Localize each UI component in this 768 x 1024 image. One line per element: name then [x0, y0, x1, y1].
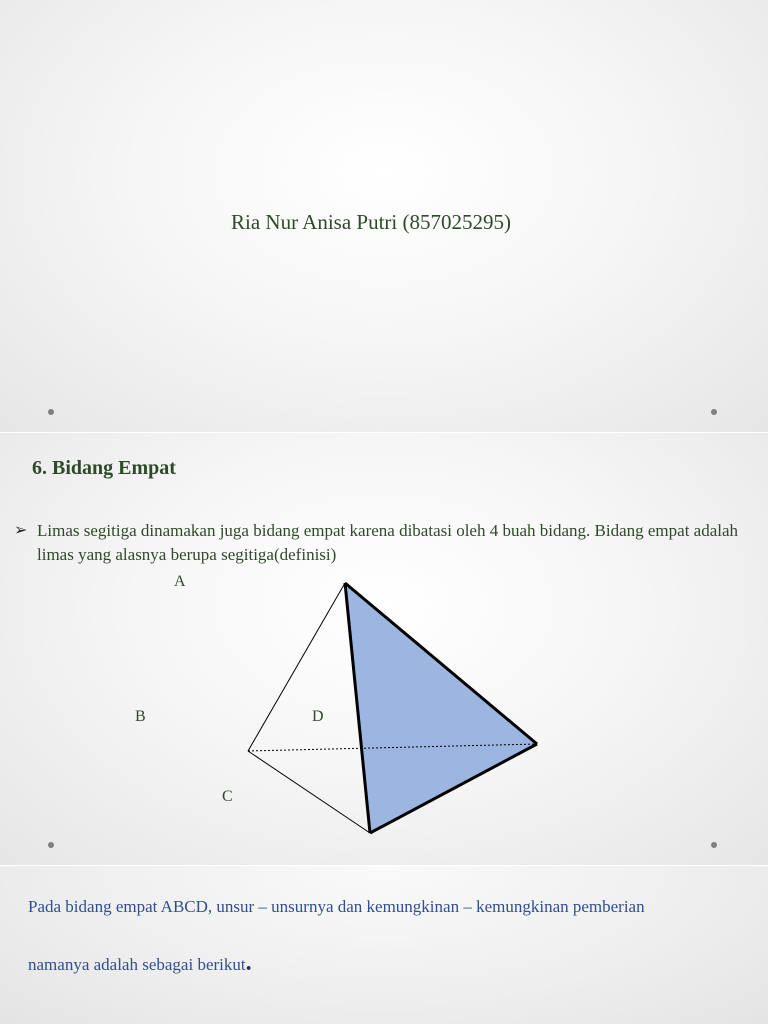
paragraph-line-2-text: namanya adalah sebagai berikut [28, 955, 246, 974]
content-slide [0, 433, 768, 865]
slide-corner-dot [48, 409, 54, 415]
slide-corner-dot [711, 409, 717, 415]
author-name: Ria Nur Anisa Putri (857025295) [231, 210, 511, 234]
bullet-arrow-icon: ➢ [14, 522, 28, 539]
paragraph-end-period: . [245, 950, 252, 976]
label-c: C [222, 788, 233, 805]
edge-a-b [248, 583, 345, 751]
slide-heading: 6. Bidang Empat [32, 457, 176, 479]
paragraph-line-1: Pada bidang empat ABCD, unsur – unsurnya dan kemungkinan – kemungkinan pemberian [28, 897, 645, 916]
tetrahedron-figure [0, 433, 768, 865]
definition-text: Limas segitiga dinamakan juga bidang empat karena dibatasi oleh 4 buah bidang. Bidang empat adalah limas yang alasnya berupa segitiga(definisi) [37, 521, 739, 564]
slide-corner-dot [711, 842, 717, 848]
continuation-slide [0, 866, 768, 1024]
label-d: D [312, 708, 324, 725]
label-b: B [135, 708, 146, 725]
label-a: A [174, 573, 186, 590]
slide-corner-dot [48, 842, 54, 848]
edge-b-c [248, 751, 370, 833]
paragraph-line-2 [28, 950, 748, 977]
title-slide [0, 0, 768, 432]
